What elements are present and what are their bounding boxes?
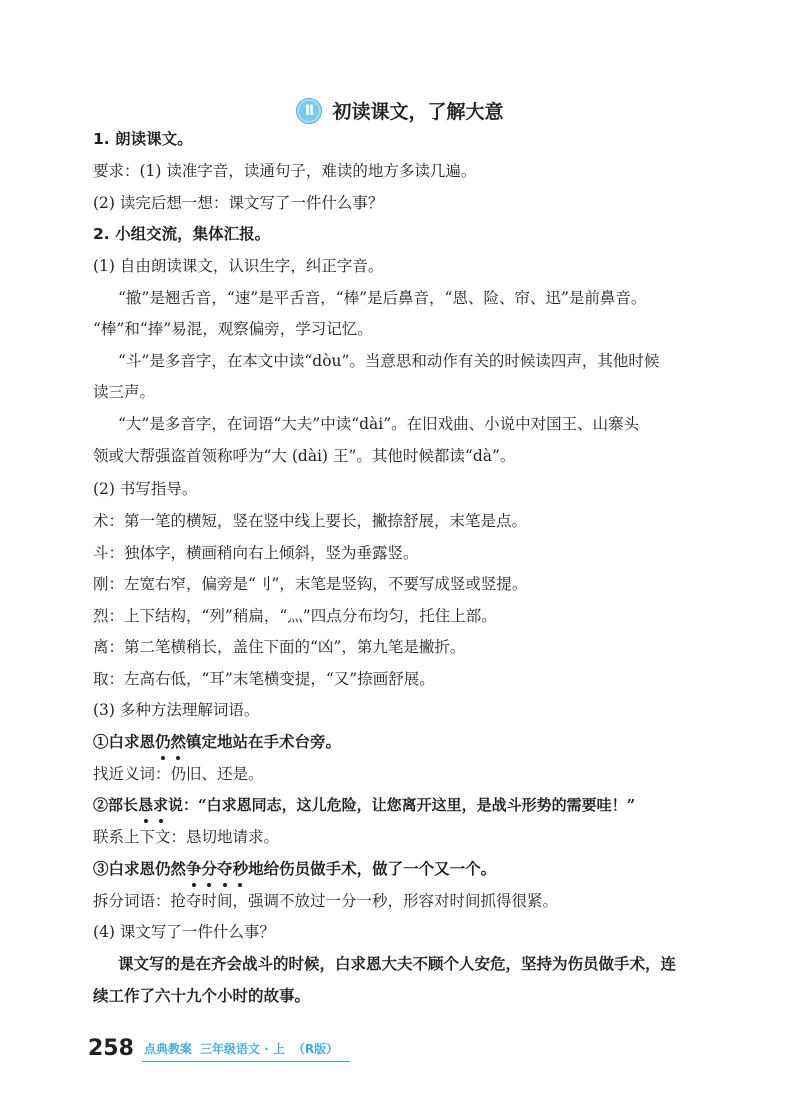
emphasized-char: 恳 [138,792,153,818]
example-2-prefix: ②部长 [93,796,139,814]
example-sentence-1 [93,729,341,755]
emphasized-char: 争 [186,856,202,882]
writing-guide-shu: 术：第一笔的横短，竖在竖中线上要长，撇捺舒展，末笔是点。 [93,512,528,530]
pronunciation-paragraph-line-1: “撤”是翘舌音，“速”是平舌音，“棒”是后鼻音，“恩、险、帘、迅”是前鼻音。 [118,289,647,307]
example-3-suffix: 地给伤员做手术，做了一个又一个。 [248,859,497,878]
book-info [142,1039,350,1062]
emphasized-char: 然 [171,729,187,755]
pronunciation-paragraph-line-2: “棒”和“捧”易混，观察偏旁，学习记忆。 [93,320,373,338]
example-sentence-3 [93,856,496,882]
polyphone-dou-line-1: “斗”是多音字，在本文中读“dòu”。当意思和动作有关的时候读四声，其他时候 [118,352,660,370]
answer-line-1: 课文写的是在齐会战斗的时候，白求恩大夫不顾个人安危，坚持为伤员做手术，连 [118,954,677,973]
example-sentence-2 [93,792,635,818]
subsection-2: (2) 书写指导。 [93,480,198,498]
example-1-prefix: ①白求恩 [93,732,156,751]
page-footer [88,1032,350,1062]
writing-guide-qu: 取：左高右低，“耳”末笔横变提，“又”捺画舒展。 [93,670,435,688]
example-3-prefix: ③白求恩仍然 [93,859,187,878]
section-heading [0,97,800,129]
polyphone-da-line-2: 领或大帮强盗首领称呼为“大 (dài) 王”。其他时候都读“dà”。 [93,447,516,465]
subsection-4: (4) 课文写了一件什么事？ [93,923,275,941]
writing-guide-lie: 烈：上下结构，“列”稍扁，“灬”四点分布均匀，托住上部。 [93,607,497,625]
requirement-1: 要求：(1) 读准字音，读通句子，难读的地方多读几遍。 [93,162,477,180]
book-title: 点典教案 [143,1042,192,1056]
step-1-heading: 1. 朗读课文。 [93,130,193,148]
polyphone-da-line-1: “大”是多音字，在词语“大夫”中读“dài”。在旧戏曲、小说中对国王、山寨头 [118,415,640,433]
example-2-suffix: 说：“白求恩同志，这儿危险，让您离开这里，是战斗形势的需要哇！” [168,796,636,814]
example-2-note: 联系上下文：恳切地请求。 [93,828,280,846]
example-1-note: 找近义词：仍旧、还是。 [93,765,264,783]
example-1-suffix: 镇定地站在手术台旁。 [186,732,342,751]
section-title: 初读课文，了解大意 [332,101,504,123]
emphasized-char: 仍 [155,729,171,755]
writing-guide-gang: 刚：左宽右窄，偏旁是“刂”，末笔是竖钩，不要写成竖或竖提。 [93,575,528,593]
edition-label: （R版） [292,1042,339,1056]
writing-guide-dou: 斗：独体字，横画稍向右上倾斜，竖为垂露竖。 [93,544,419,562]
section-number-badge: Ⅱ [296,98,322,124]
subsection-1: (1) 自由朗读课文，认识生字，纠正字音。 [93,257,384,275]
writing-guide-li: 离：第二笔横稍长，盖住下面的“凶”，第九笔是撇折。 [93,638,466,656]
emphasized-char: 求 [153,792,168,818]
emphasized-char: 夺 [217,856,233,882]
step-2-heading: 2. 小组交流，集体汇报。 [93,225,271,243]
grade-subject: 三年级语文 · 上 [199,1042,285,1056]
emphasized-char: 分 [202,856,218,882]
polyphone-dou-line-2: 读三声。 [93,383,156,401]
subsection-3: (3) 多种方法理解词语。 [93,701,260,719]
answer-line-2: 续工作了六十九个小时的故事。 [93,986,311,1005]
requirement-2: (2) 读完后想一想：课文写了一件什么事？ [93,194,384,212]
page-number: 258 [88,1036,134,1061]
emphasized-char: 秒 [233,856,249,882]
example-3-note: 拆分词语：抢夺时间，强调不放过一分一秒，形容对时间抓得很紧。 [93,892,559,910]
